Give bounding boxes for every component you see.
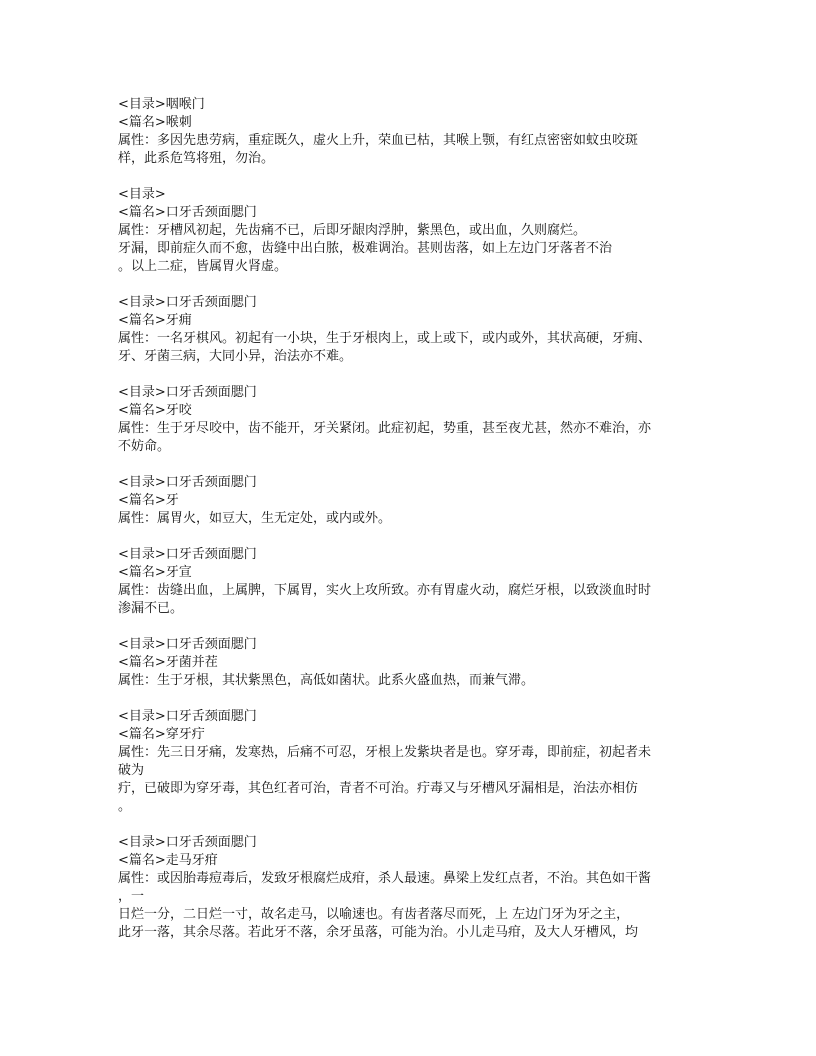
body-line: 属性：生于牙尽咬中，齿不能开，牙关紧闭。此症初起，势重，甚至夜尤甚，然亦不难治，亦 bbox=[118, 421, 652, 436]
catalog-line: <目录>口牙舌颈面腮门 bbox=[118, 547, 257, 562]
body-line: 属性：一名牙棋风。初起有一小块，生于牙根肉上，或上或下，或内或外，其状高硬，牙痈、 bbox=[118, 331, 652, 346]
body-line: 属性：或因胎毒痘毒后，发致牙根腐烂成疳，杀人最速。鼻梁上发红点者，不治。其色如干酱 bbox=[118, 871, 652, 886]
catalog-line: <目录>口牙舌颈面腮门 bbox=[118, 295, 257, 310]
body-line: 属性：先三日牙痛，发寒热，后痛不可忍，牙根上发紫块者是也。穿牙毒，即前症，初起者未 bbox=[118, 745, 652, 760]
title-line: <篇名>牙 bbox=[118, 493, 179, 508]
body-line: ，一 bbox=[118, 889, 145, 904]
body-line: 属性：多因先患劳病，重症既久，虚火上升，荣血已枯，其喉上颚，有红点密密如蚊虫咬斑 bbox=[118, 133, 639, 148]
document-page bbox=[118, 96, 698, 960]
catalog-line: <目录>口牙舌颈面腮门 bbox=[118, 835, 257, 850]
body-line: 。以上二症，皆属胃火肾虚。 bbox=[118, 259, 288, 274]
entry-chuan-ya-ding bbox=[118, 708, 698, 816]
title-line: <篇名>口牙舌颈面腮门 bbox=[118, 205, 257, 220]
body-line: 。 bbox=[118, 799, 132, 814]
entry-ya-yong bbox=[118, 294, 698, 366]
catalog-line: <目录>口牙舌颈面腮门 bbox=[118, 637, 257, 652]
body-line: 牙漏，即前症久而不愈，齿缝中出白脓，极难调治。甚则齿落，如上左边门牙落者不治 bbox=[118, 241, 613, 256]
entry-ya bbox=[118, 474, 698, 528]
title-line: <篇名>牙菌并茬 bbox=[118, 655, 218, 670]
body-line: 属性：生于牙根，其状紫黑色，高低如菌状。此系火盛血热，而兼气滞。 bbox=[118, 673, 535, 688]
catalog-line: <目录> bbox=[118, 187, 166, 202]
catalog-line: <目录>口牙舌颈面腮门 bbox=[118, 475, 257, 490]
title-line: <篇名>走马牙疳 bbox=[118, 853, 218, 868]
entry-ya-xuan bbox=[118, 546, 698, 618]
body-line: 此牙一落，其余尽落。若此牙不落，余牙虽落，可能为治。小儿走马疳，及大人牙槽风，均 bbox=[118, 925, 639, 940]
body-line: 渗漏不已。 bbox=[118, 601, 184, 616]
body-line: 属性：牙槽风初起，先齿痛不已，后即牙龈肉浮肿，紫黑色，或出血，久则腐烂。 bbox=[118, 223, 587, 238]
entry-hou-ci bbox=[118, 96, 698, 168]
catalog-line: <目录>咽喉门 bbox=[118, 97, 205, 112]
entry-ya-yao bbox=[118, 384, 698, 456]
title-line: <篇名>喉刺 bbox=[118, 115, 192, 130]
body-line: 疔，已破即为穿牙毒，其色红者可治，青者不可治。疔毒又与牙槽风牙漏相是，治法亦相仿 bbox=[118, 781, 639, 796]
body-line: 不妨命。 bbox=[118, 439, 171, 454]
body-line: 样，此系危笃将殂，勿治。 bbox=[118, 151, 275, 166]
entry-kou-ya-she bbox=[118, 186, 698, 276]
title-line: <篇名>牙痈 bbox=[118, 313, 192, 328]
title-line: <篇名>牙宣 bbox=[118, 565, 192, 580]
title-line: <篇名>牙咬 bbox=[118, 403, 192, 418]
body-line: 属性：属胃火，如豆大，生无定处，或内或外。 bbox=[118, 511, 392, 526]
catalog-line: <目录>口牙舌颈面腮门 bbox=[118, 385, 257, 400]
body-line: 属性：齿缝出血，上属脾，下属胃，实火上攻所致。亦有胃虚火动，腐烂牙根，以致淡血时时 bbox=[118, 583, 652, 598]
entry-zou-ma-ya-gan bbox=[118, 834, 698, 942]
body-line: 破为 bbox=[118, 763, 145, 778]
title-line: <篇名>穿牙疔 bbox=[118, 727, 205, 742]
body-line: 牙、牙菌三病，大同小异，治法亦不难。 bbox=[118, 349, 353, 364]
catalog-line: <目录>口牙舌颈面腮门 bbox=[118, 709, 257, 724]
body-line: 日烂一分，二日烂一寸，故名走马，以喻速也。有齿者落尽而死，上 左边门牙为牙之主， bbox=[118, 907, 630, 922]
entry-ya-jun bbox=[118, 636, 698, 690]
